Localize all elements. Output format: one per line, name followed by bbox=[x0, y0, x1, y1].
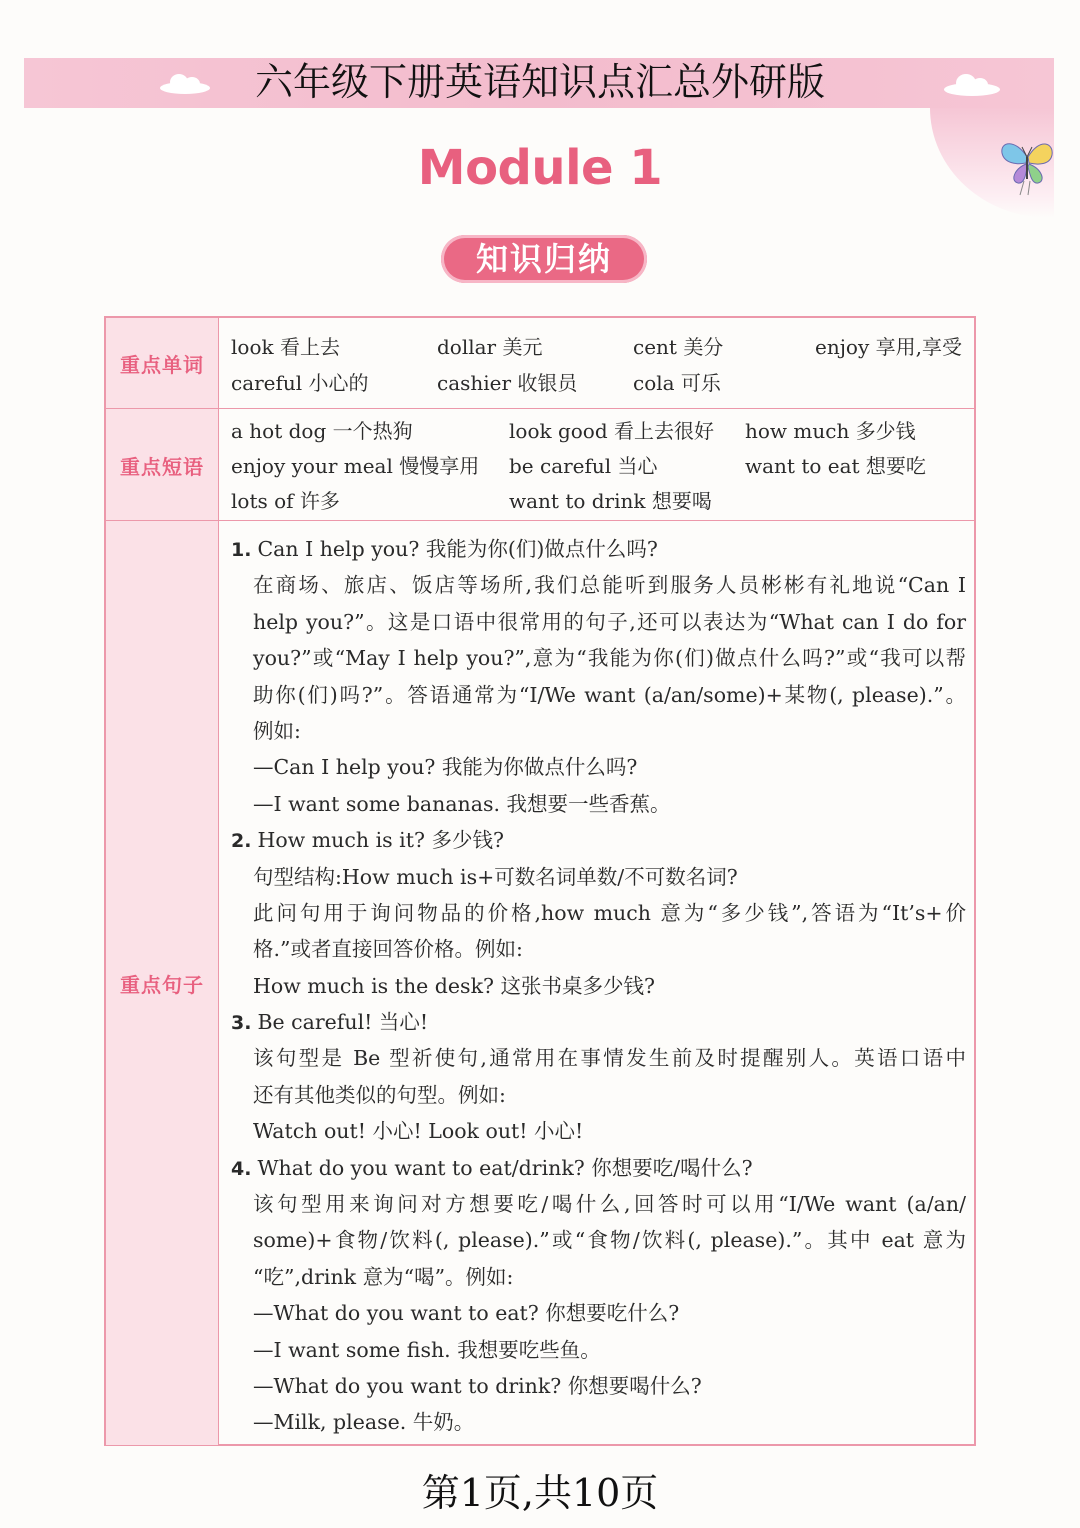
vocab-row bbox=[106, 318, 974, 408]
sentence-number: 3. bbox=[231, 1012, 252, 1035]
sentence-text-line: 格.”或者直接回答价格。例如: bbox=[253, 937, 523, 962]
phrase-item: lots of 许多 bbox=[231, 489, 340, 513]
vocab-item: dollar 美元 bbox=[437, 335, 543, 359]
vocab-item: cola 可乐 bbox=[633, 371, 721, 395]
sentence-text-line: 助你(们)吗?”。答语通常为“I/We want (a/an/some)+某物(, please).”。 bbox=[253, 682, 966, 707]
sentence-lines bbox=[231, 531, 966, 1441]
sentence-text-line: “吃”,drink 意为“喝”。例如: bbox=[253, 1264, 514, 1289]
sentence-text-line: —Can I help you? 我能为你做点什么吗? bbox=[253, 755, 638, 780]
vocab-item: cent 美分 bbox=[633, 335, 724, 359]
sentences-row bbox=[106, 520, 974, 1445]
sentence-heading-text: Can I help you? 我能为你(们)做点什么吗? bbox=[257, 537, 658, 561]
sentence-text-line: 例如: bbox=[253, 718, 301, 743]
sentence-number: 2. bbox=[231, 830, 252, 853]
phrase-item: want to eat 想要吃 bbox=[745, 454, 926, 478]
sentence-text-line: —What do you want to drink? 你想要喝什么? bbox=[253, 1373, 702, 1398]
phrase-item: a hot dog 一个热狗 bbox=[231, 419, 413, 443]
sentence-heading bbox=[231, 822, 966, 858]
vocab-item: enjoy 享用,享受 bbox=[815, 335, 962, 359]
vocab-item: careful 小心的 bbox=[231, 371, 369, 395]
phrase-item: enjoy your meal 慢慢享用 bbox=[231, 454, 480, 478]
document-title: 六年级下册英语知识点汇总外研版 bbox=[254, 60, 825, 104]
sentence-heading bbox=[231, 531, 966, 567]
sentence-text-line: 句型结构:How much is+可数名词单数/不可数名词? bbox=[253, 864, 738, 889]
phrases-row bbox=[106, 408, 974, 521]
sentence-text-line: —What do you want to eat? 你想要吃什么? bbox=[253, 1301, 680, 1326]
sentence-text-line: How much is the desk? 这张书桌多少钱? bbox=[253, 973, 656, 998]
vocab-item: look 看上去 bbox=[231, 335, 340, 359]
phrase-item: want to drink 想要喝 bbox=[509, 489, 712, 513]
sentence-text-line: —I want some bananas. 我想要一些香蕉。 bbox=[253, 791, 671, 816]
sentence-text-line: some)+食物/饮料(, please).”或“食物/饮料(, please).”。其中 eat 意为 bbox=[253, 1228, 966, 1253]
sentences-cell bbox=[219, 521, 974, 1445]
sentence-heading bbox=[231, 1150, 966, 1186]
sentence-text-line: 还有其他类似的句型。例如: bbox=[253, 1082, 506, 1107]
sentence-heading bbox=[231, 1004, 966, 1040]
page-indicator: 第1页,共10页 bbox=[421, 1471, 659, 1515]
sentence-text-line: 该句型是 Be 型祈使句,通常用在事情发生前及时提醒别人。英语口语中 bbox=[253, 1046, 966, 1071]
knowledge-table bbox=[104, 316, 976, 1446]
vocab-label: 重点单词 bbox=[106, 318, 219, 408]
sentence-heading-text: How much is it? 多少钱? bbox=[257, 828, 504, 853]
sentence-text-line: you?”或“May I help you?”,意为“我能为你(们)做点什么吗?”或“我可以帮 bbox=[253, 646, 966, 671]
sentence-text-line: 该句型用来询问对方想要吃/喝什么,回答时可以用“I/We want (a/an/ bbox=[253, 1192, 966, 1217]
sentences-label: 重点句子 bbox=[106, 521, 219, 1445]
sentence-text-line: 此问句用于询问物品的价格,how much 意为“多少钱”,答语为“It’s+价 bbox=[253, 900, 966, 925]
phrases-cell bbox=[219, 409, 974, 521]
phrase-item: be careful 当心 bbox=[509, 454, 658, 478]
vocab-cell bbox=[219, 318, 974, 408]
sentence-number: 4. bbox=[231, 1157, 252, 1180]
sentence-text-line: 在商场、旅店、饭店等场所,我们总能听到服务人员彬彬有礼地说“Can I bbox=[253, 573, 966, 598]
phrase-item: look good 看上去很好 bbox=[509, 419, 714, 443]
phrases-label: 重点短语 bbox=[106, 409, 219, 521]
phrase-item: how much 多少钱 bbox=[745, 419, 916, 443]
sentence-text-line: —Milk, please. 牛奶。 bbox=[253, 1410, 475, 1435]
module-title: Module 1 bbox=[417, 140, 663, 196]
sentence-heading-text: Be careful! 当心! bbox=[257, 1010, 429, 1035]
sentence-text-line: help you?”。这是口语中很常用的句子,还可以表达为“What can I do for bbox=[253, 609, 966, 634]
sentence-text-line: —I want some fish. 我想要吃些鱼。 bbox=[253, 1337, 601, 1362]
sentence-text-line: Watch out! 小心! Look out! 小心! bbox=[253, 1119, 584, 1144]
sentence-number: 1. bbox=[231, 539, 252, 561]
sentence-heading-text: What do you want to eat/drink? 你想要吃/喝什么? bbox=[257, 1155, 753, 1180]
vocab-item: cashier 收银员 bbox=[437, 371, 578, 395]
section-pill: 知识归纳 bbox=[441, 235, 647, 283]
